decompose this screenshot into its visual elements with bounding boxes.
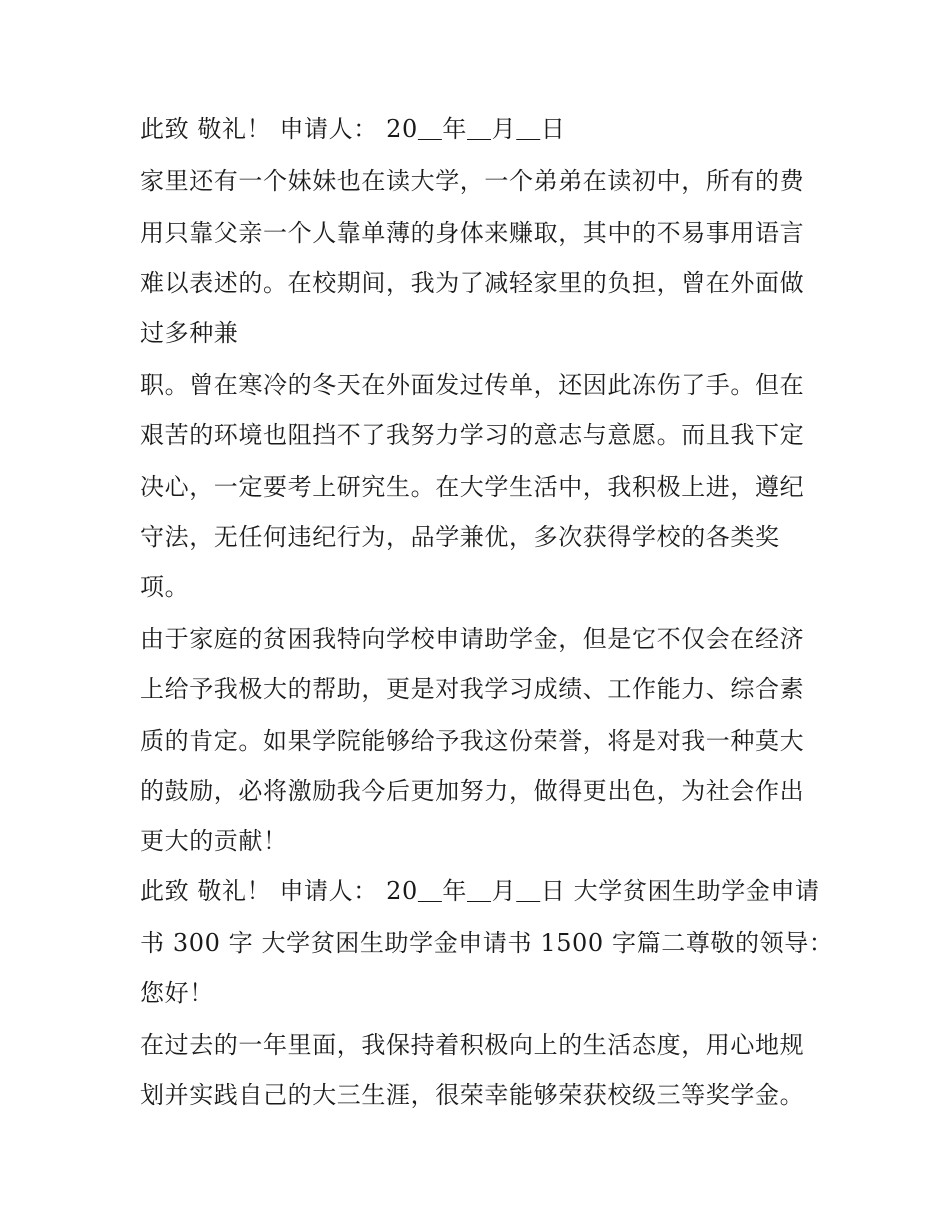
text-line: 此致 敬礼！ 申请人： 20＿年＿月＿日 [140, 115, 566, 143]
text-line: 您好！ [140, 979, 214, 1007]
text-line: 划并实践自己的大三生涯，很荣幸能够荣获校级三等奖学金。 [140, 1081, 805, 1109]
text-line: 上给予我极大的帮助，更是对我学习成绩、工作能力、综合素 [140, 675, 805, 703]
text-line: 决心，一定要考上研究生。在大学生活中，我积极上进，遵纪 [140, 473, 805, 501]
text-line: 此致 敬礼！ 申请人： 20＿年＿月＿日 大学贫困生助学金申请 [140, 877, 820, 905]
text-line: 家里还有一个妹妹也在读大学，一个弟弟在读初中，所有的费 [140, 167, 805, 195]
text-line: 项。 [140, 573, 190, 601]
text-line: 质的肯定。如果学院能够给予我这份荣誉，将是对我一种莫大 [140, 727, 805, 755]
text-line: 职。曾在寒冷的冬天在外面发过传单，还因此冻伤了手。但在 [140, 371, 805, 399]
text-line: 在过去的一年里面，我保持着积极向上的生活态度，用心地规 [140, 1031, 805, 1059]
text-line: 书 300 字 大学贫困生助学金申请书 1500 字篇二尊敬的领导： [140, 929, 834, 957]
text-line: 艰苦的环境也阻挡不了我努力学习的意志与意愿。而且我下定 [140, 421, 805, 449]
text-line: 难以表述的。在校期间，我为了减轻家里的负担，曾在外面做 [140, 269, 805, 297]
text-line: 过多种兼 [140, 319, 239, 347]
text-line: 由于家庭的贫困我特向学校申请助学金，但是它不仅会在经济 [140, 625, 805, 653]
text-line: 的鼓励，必将激励我今后更加努力，做得更出色，为社会作出 [140, 777, 805, 805]
text-line: 更大的贡献！ [140, 827, 288, 855]
text-line: 用只靠父亲一个人靠单薄的身体来赚取，其中的不易事用语言 [140, 219, 805, 247]
text-line: 守法，无任何违纪行为，品学兼优，多次获得学校的各类奖 [140, 523, 780, 551]
